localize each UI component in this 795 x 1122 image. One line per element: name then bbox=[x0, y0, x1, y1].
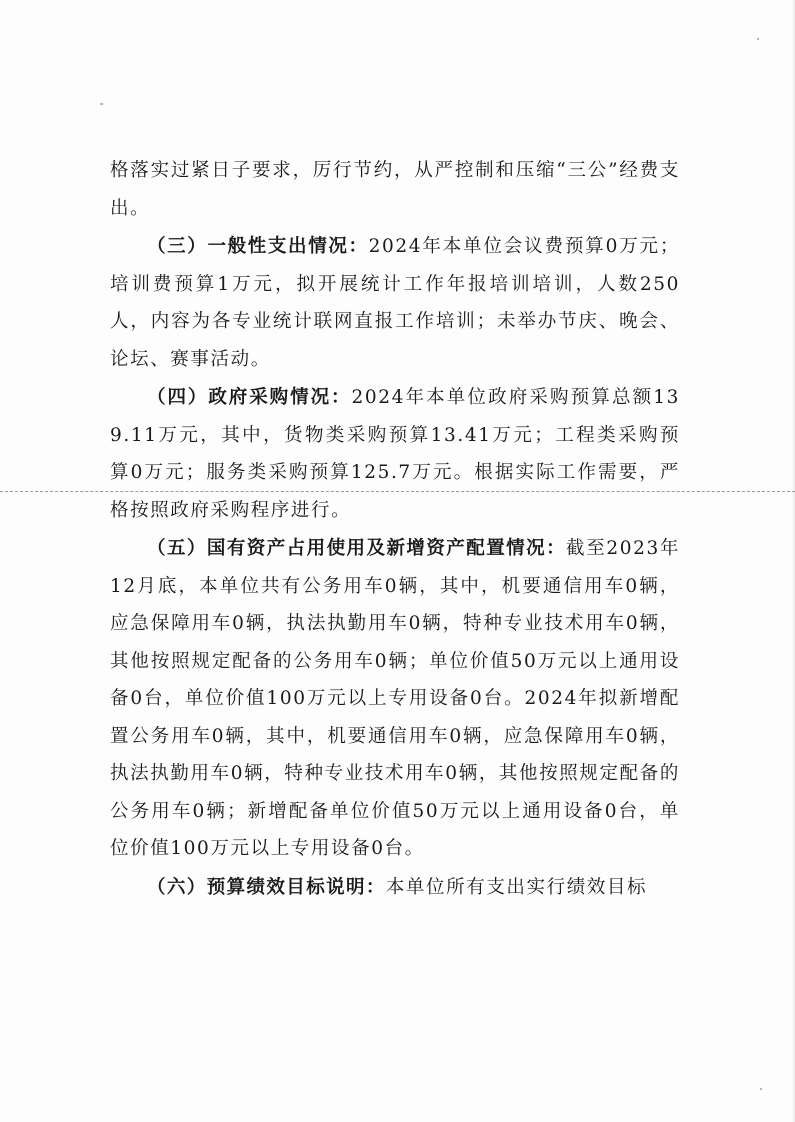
paragraph-performance-goals bbox=[110, 869, 680, 907]
paragraph-body: 截至2023年12月底，本单位共有公务用车0辆，其中，机要通信用车0辆，应急保障用车0辆，执法执勤用车0辆，特种专业技术用车0辆，其他按照规定配备的公务用车0辆；单位价值50万元以上通用设备0台，单位价值100万元以上专用设备0台。2024年拟新增配置公务用车0辆，其中，机要通信用车0辆，应急保障用车0辆，执法执勤用车0辆，特种专业技术用车0辆，其他按照规定配备的公务用车0辆；新增配备单位价值50万元以上通用设备0台，单位价值100万元以上专用设备0台。 bbox=[110, 538, 680, 859]
paragraph-continuation bbox=[110, 152, 680, 227]
scan-speck bbox=[100, 103, 103, 105]
paragraph-general-expenditure bbox=[110, 228, 680, 378]
paragraph-body: 2024年本单位会议费预算0万元；培训费预算1万元，拟开展统计工作年报培训培训，人数250人，内容为各专业统计联网直报工作培训；未举办节庆、晚会、论坛、赛事活动。 bbox=[110, 236, 680, 370]
scan-speck bbox=[760, 1088, 762, 1090]
paragraph-body: 本单位所有支出实行绩效目标 bbox=[385, 876, 648, 898]
paragraph-lead: （五）国有资产占用使用及新增资产配置情况： bbox=[147, 538, 567, 559]
paragraph-body: 格落实过紧日子要求，厉行节约，从严控制和压缩“三公”经费支出。 bbox=[110, 160, 680, 219]
document-body bbox=[110, 152, 680, 906]
paragraph-lead: （六）预算绩效目标说明： bbox=[147, 876, 386, 898]
paragraph-lead: （三）一般性支出情况： bbox=[147, 236, 369, 257]
paragraph-body: 2024年本单位政府采购预算总额139.11万元，其中，货物类采购预算13.41万元；工程类采购预算0万元；服务类采购预算125.7万元。根据实际工作需要，严格按照政府采购程序进行。 bbox=[110, 387, 680, 521]
scan-speck bbox=[757, 38, 759, 40]
paragraph-government-procurement bbox=[110, 379, 680, 529]
paragraph-state-assets bbox=[110, 530, 680, 868]
paragraph-lead: （四）政府采购情况： bbox=[147, 387, 352, 408]
